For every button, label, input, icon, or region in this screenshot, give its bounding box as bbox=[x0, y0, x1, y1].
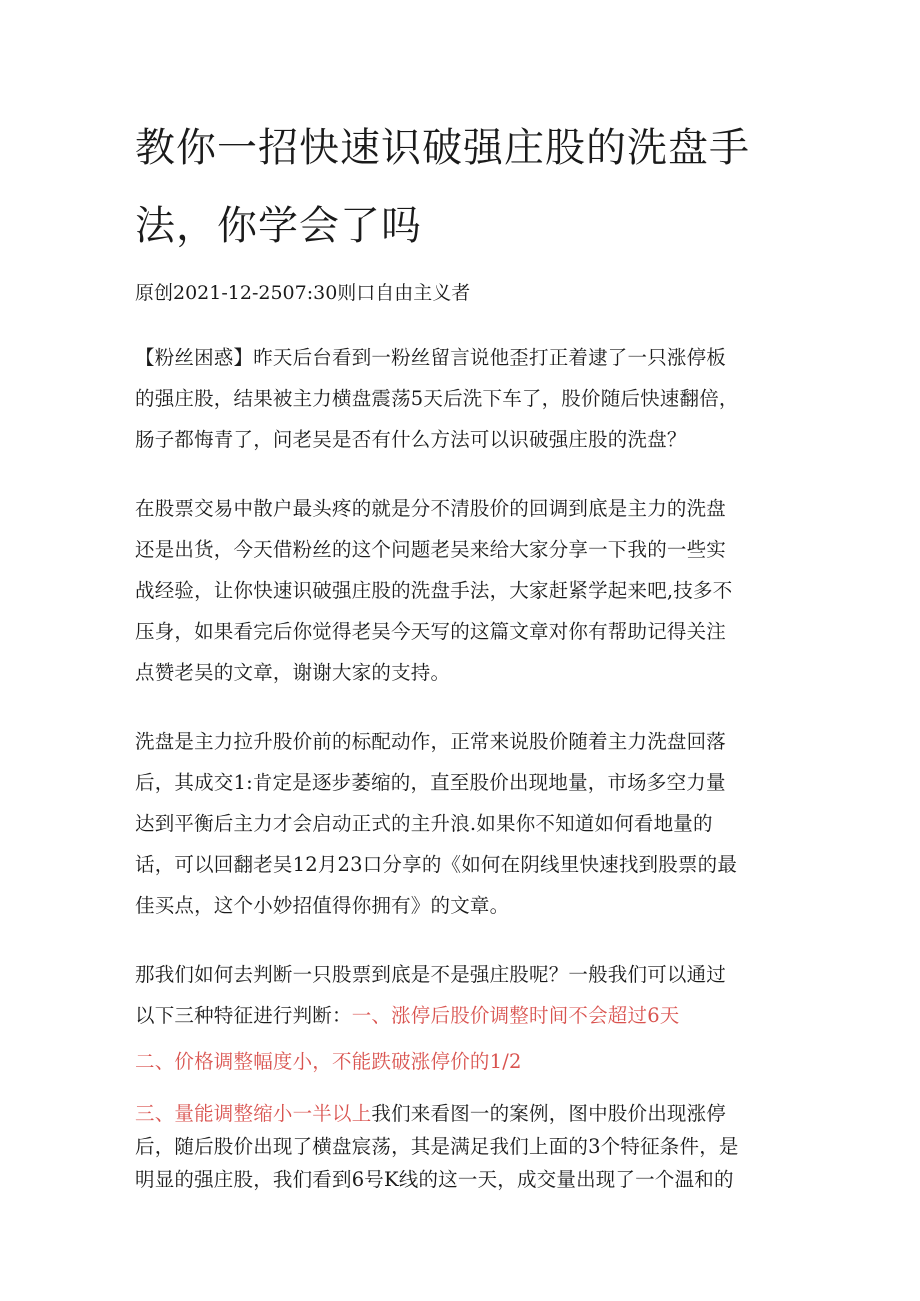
paragraph-4-line-1: 那我们如何去判断一只股票到底是不是强庄股呢？一般我们可以通过 bbox=[135, 963, 727, 986]
paragraph-3-line-5: 佳买点，这个小妙招值得你拥有》的文章。 bbox=[135, 894, 510, 917]
paragraph-2-line-3: 战经验，让你快速识破强庄股的洗盘手法，大家赶紧学起来吧,技多不 bbox=[135, 579, 733, 602]
paragraph-4-line-6: 明显的强庄股，我们看到6号K线的这一天，成交量出现了一个温和的 bbox=[135, 1168, 734, 1191]
paragraph-4-line-2-prefix: 以下三种特征进行判断： bbox=[135, 1004, 352, 1027]
paragraph-3-line-2: 后，其成交1:肯定是逐步萎缩的，直至股价出现地量，市场多空力量 bbox=[135, 771, 726, 794]
paragraph-3-line-3: 达到平衡后主力才会启动正式的主升浪.如果你不知道如何看地量的 bbox=[135, 812, 713, 835]
paragraph-3-line-4: 话，可以回翻老吴12月23口分享的《如何在阴线里快速找到股票的最 bbox=[135, 853, 738, 876]
paragraph-2-line-1: 在股票交易中散户最头疼的就是分不清股价的回调到底是主力的洗盘 bbox=[135, 497, 727, 520]
paragraph-3-line-1: 洗盘是主力拉升股价前的标配动作，正常来说股价随着主力洗盘回落 bbox=[135, 730, 727, 753]
paragraph-1-line-2: 的强庄股，结果被主力横盘震荡5天后洗下车了，股价随后快速翻倍， bbox=[135, 387, 739, 410]
paragraph-2-line-2: 还是出货，今天借粉丝的这个问题老吴来给大家分享一下我的一些实 bbox=[135, 538, 727, 561]
feature-2-text: 二、价格调整幅度小，不能跌破涨停价的1/2 bbox=[135, 1050, 522, 1073]
paragraph-4-line-2 bbox=[135, 1003, 805, 1029]
paragraph-2-line-4: 压身，如果看完后你觉得老吴今天写的这篇文章对你有帮助记得关注 bbox=[135, 620, 727, 643]
paragraph-4-line-4 bbox=[135, 1101, 805, 1127]
feature-3-text: 三、量能调整缩小一半以上 bbox=[135, 1102, 372, 1125]
paragraph-4-line-5: 后，随后股价出现了横盘宸荡，其是满足我们上面的3个特征条件，是 bbox=[135, 1135, 739, 1158]
paragraph-4-line-4-suffix: 我们来看图一的案例，图中股价出现涨停 bbox=[371, 1102, 727, 1125]
feature-1-text: 一、涨停后股价调整时间不会超过6天 bbox=[351, 1004, 680, 1027]
article-title-line-2: 法，你学会了吗 bbox=[135, 203, 422, 249]
paragraph-2-line-5: 点赞老吴的文章，谢谢大家的支持。 bbox=[135, 661, 451, 684]
article-meta: 原创2021-12-2507:30则口自由主义者 bbox=[135, 282, 471, 304]
paragraph-1-line-1: 【粉丝困惑】昨天后台看到一粉丝留言说他歪打正着逮了一只涨停板 bbox=[135, 346, 727, 369]
paragraph-1-line-3: 肠子都悔青了，问老吴是否有什么方法可以识破强庄股的洗盘？ bbox=[135, 428, 687, 451]
article-title-line-1: 教你一招快速识破强庄股的洗盘手 bbox=[135, 125, 750, 171]
